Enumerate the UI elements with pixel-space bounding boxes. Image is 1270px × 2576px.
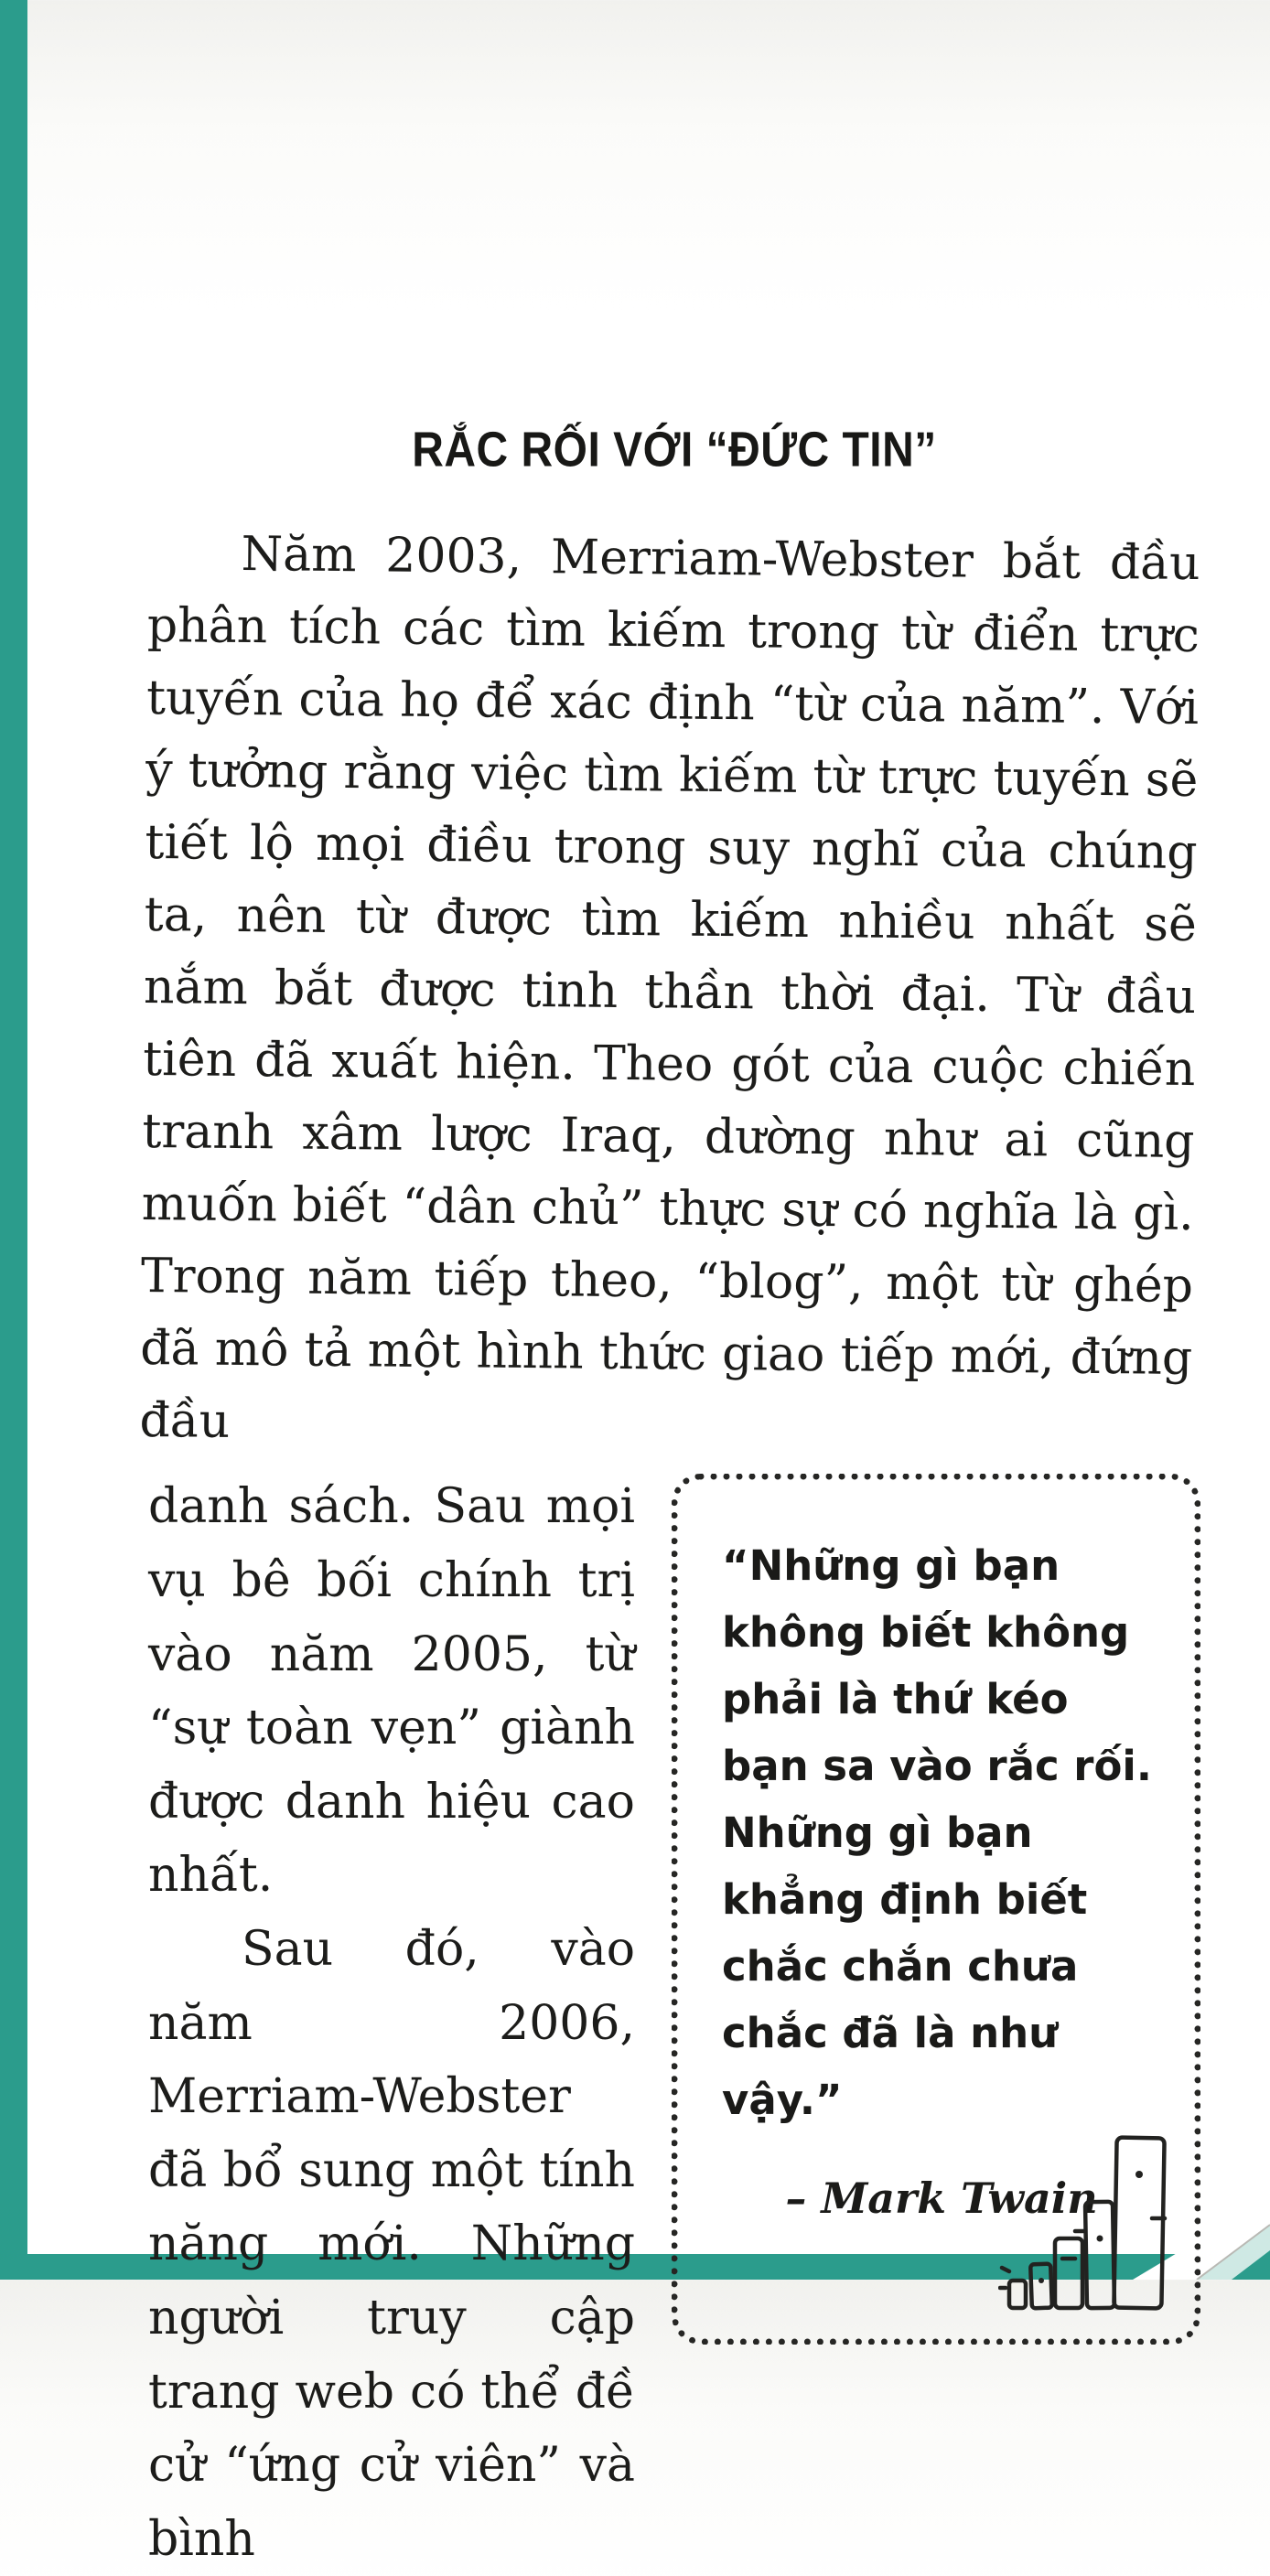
quote-column [672,1474,1200,2345]
books-doodle-icon [998,2131,1172,2331]
left-column-paragraph-1: danh sách. Sau mọi vụ bê bối chính trị vào năm 2005, từ “sự toàn vẹn” giành được danh hiệu cao nhất. [148,1479,635,1904]
page-title: RẮC RỐI VỚI “ĐỨC TIN” [412,421,937,478]
body-paragraph-full-width: Năm 2003, Merriam-Webster bắt đầu phân tích các tìm kiếm trong từ điển trực tuyến của họ để xác định “từ của năm”. Với ý tưởng rằng việc tìm kiếm từ trực tuyến sẽ tiết lộ mọi điều trong suy nghĩ của chúng ta, nên từ được tìm kiếm nhiều nhất sẽ nắm bắt được tinh thần thời đại. Từ đầu tiên đã xuất hiện. Theo gót của cuộc chiến tranh xâm lược Iraq, dường như ai cũng muốn biết “dân chủ” thực sự có nghĩa là gì. Trong năm tiếp theo, “blog”, một từ ghép đã mô tả một hình thức giao tiếp mới, đứng đầu [139,526,1200,1450]
quote-text: “Những gì bạn không biết không phải là thứ kéo bạn sa vào rắc rối. Những gì bạn khẳng định biết chắc chắn chưa chắc đã là như vậy.” [722,1541,1152,2124]
page-edge-left [0,0,27,2280]
quote-attribution: – Mark Twain [785,2174,1098,2224]
left-text-column [148,1470,635,2576]
page-content [139,421,1200,2576]
wrapped-text-region [148,1470,1200,2576]
left-column-paragraph-2: Sau đó, vào năm 2006, Merriam-Webster đã bổ sung một tính năng mới. Những người truy cập trang web có thể đề cử “ứng cử viên” và bình [148,1921,635,2567]
quote-box [672,1474,1200,2345]
